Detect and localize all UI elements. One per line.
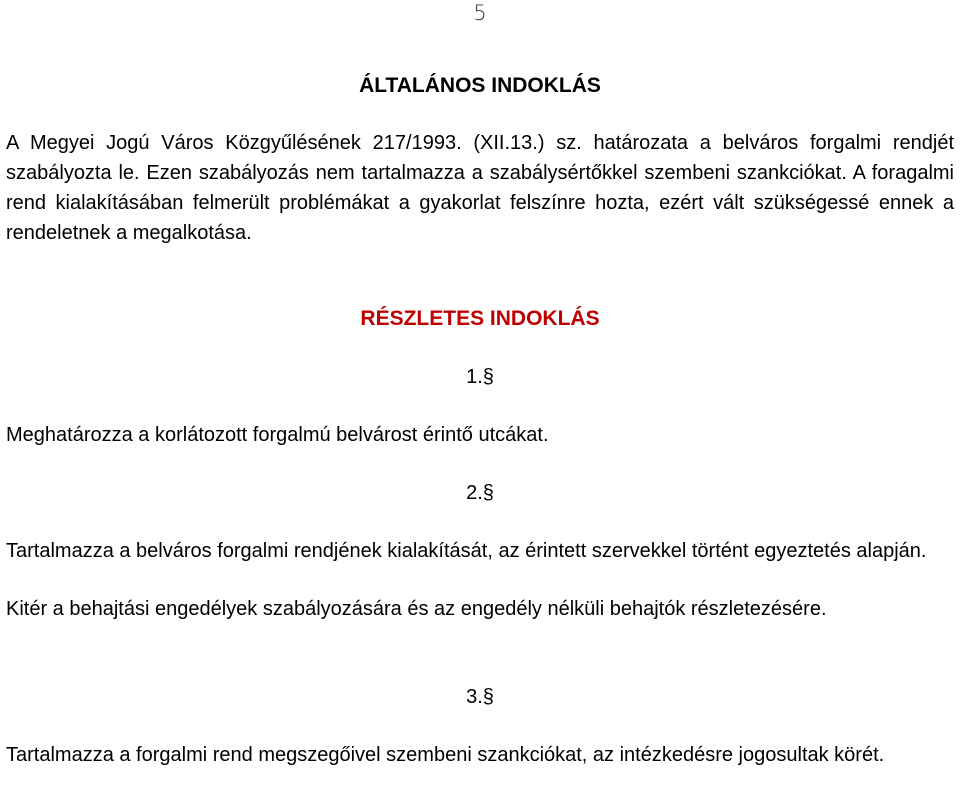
section-2-number: 2.§	[466, 482, 494, 504]
section-2-text-2: Kitér a behajtási engedélyek szabályozására és az engedély nélküli behajtók részletezésére.	[6, 598, 827, 620]
section-3-text: Tartalmazza a forgalmi rend megszegőivel szembeni szankciókat, az intézkedésre jogosultak körét.	[6, 744, 885, 766]
section-3-number: 3.§	[466, 686, 494, 708]
section-1-number: 1.§	[466, 366, 494, 388]
section-2-text-1: Tartalmazza a belváros forgalmi rendjének kialakítását, az érintett szervekkel történt egyeztetés alapján.	[6, 540, 927, 562]
general-justification-text: A Megyei Jogú Város Közgyűlésének 217/1993. (XII.13.) sz. határozata a belváros forgalmi rendjét szabályozta le. Ezen szabályozás nem tartalmazza a szabálysértőkkel szembeni szankciókat. A foragalmi rend kialakításában felmerült problémákat a gyakorlat felszínre hozta, ezért vált szükségessé ennek a rendeletnek a megalkotása.	[6, 132, 954, 244]
general-justification-heading: ÁLTALÁNOS INDOKLÁS	[359, 74, 601, 97]
detailed-justification-heading: RÉSZLETES INDOKLÁS	[360, 307, 600, 330]
document-page	[6, 0, 954, 799]
page-number: 5	[473, 1, 487, 25]
section-1-text: Meghatározza a korlátozott forgalmú belvárost érintő utcákat.	[6, 424, 549, 446]
